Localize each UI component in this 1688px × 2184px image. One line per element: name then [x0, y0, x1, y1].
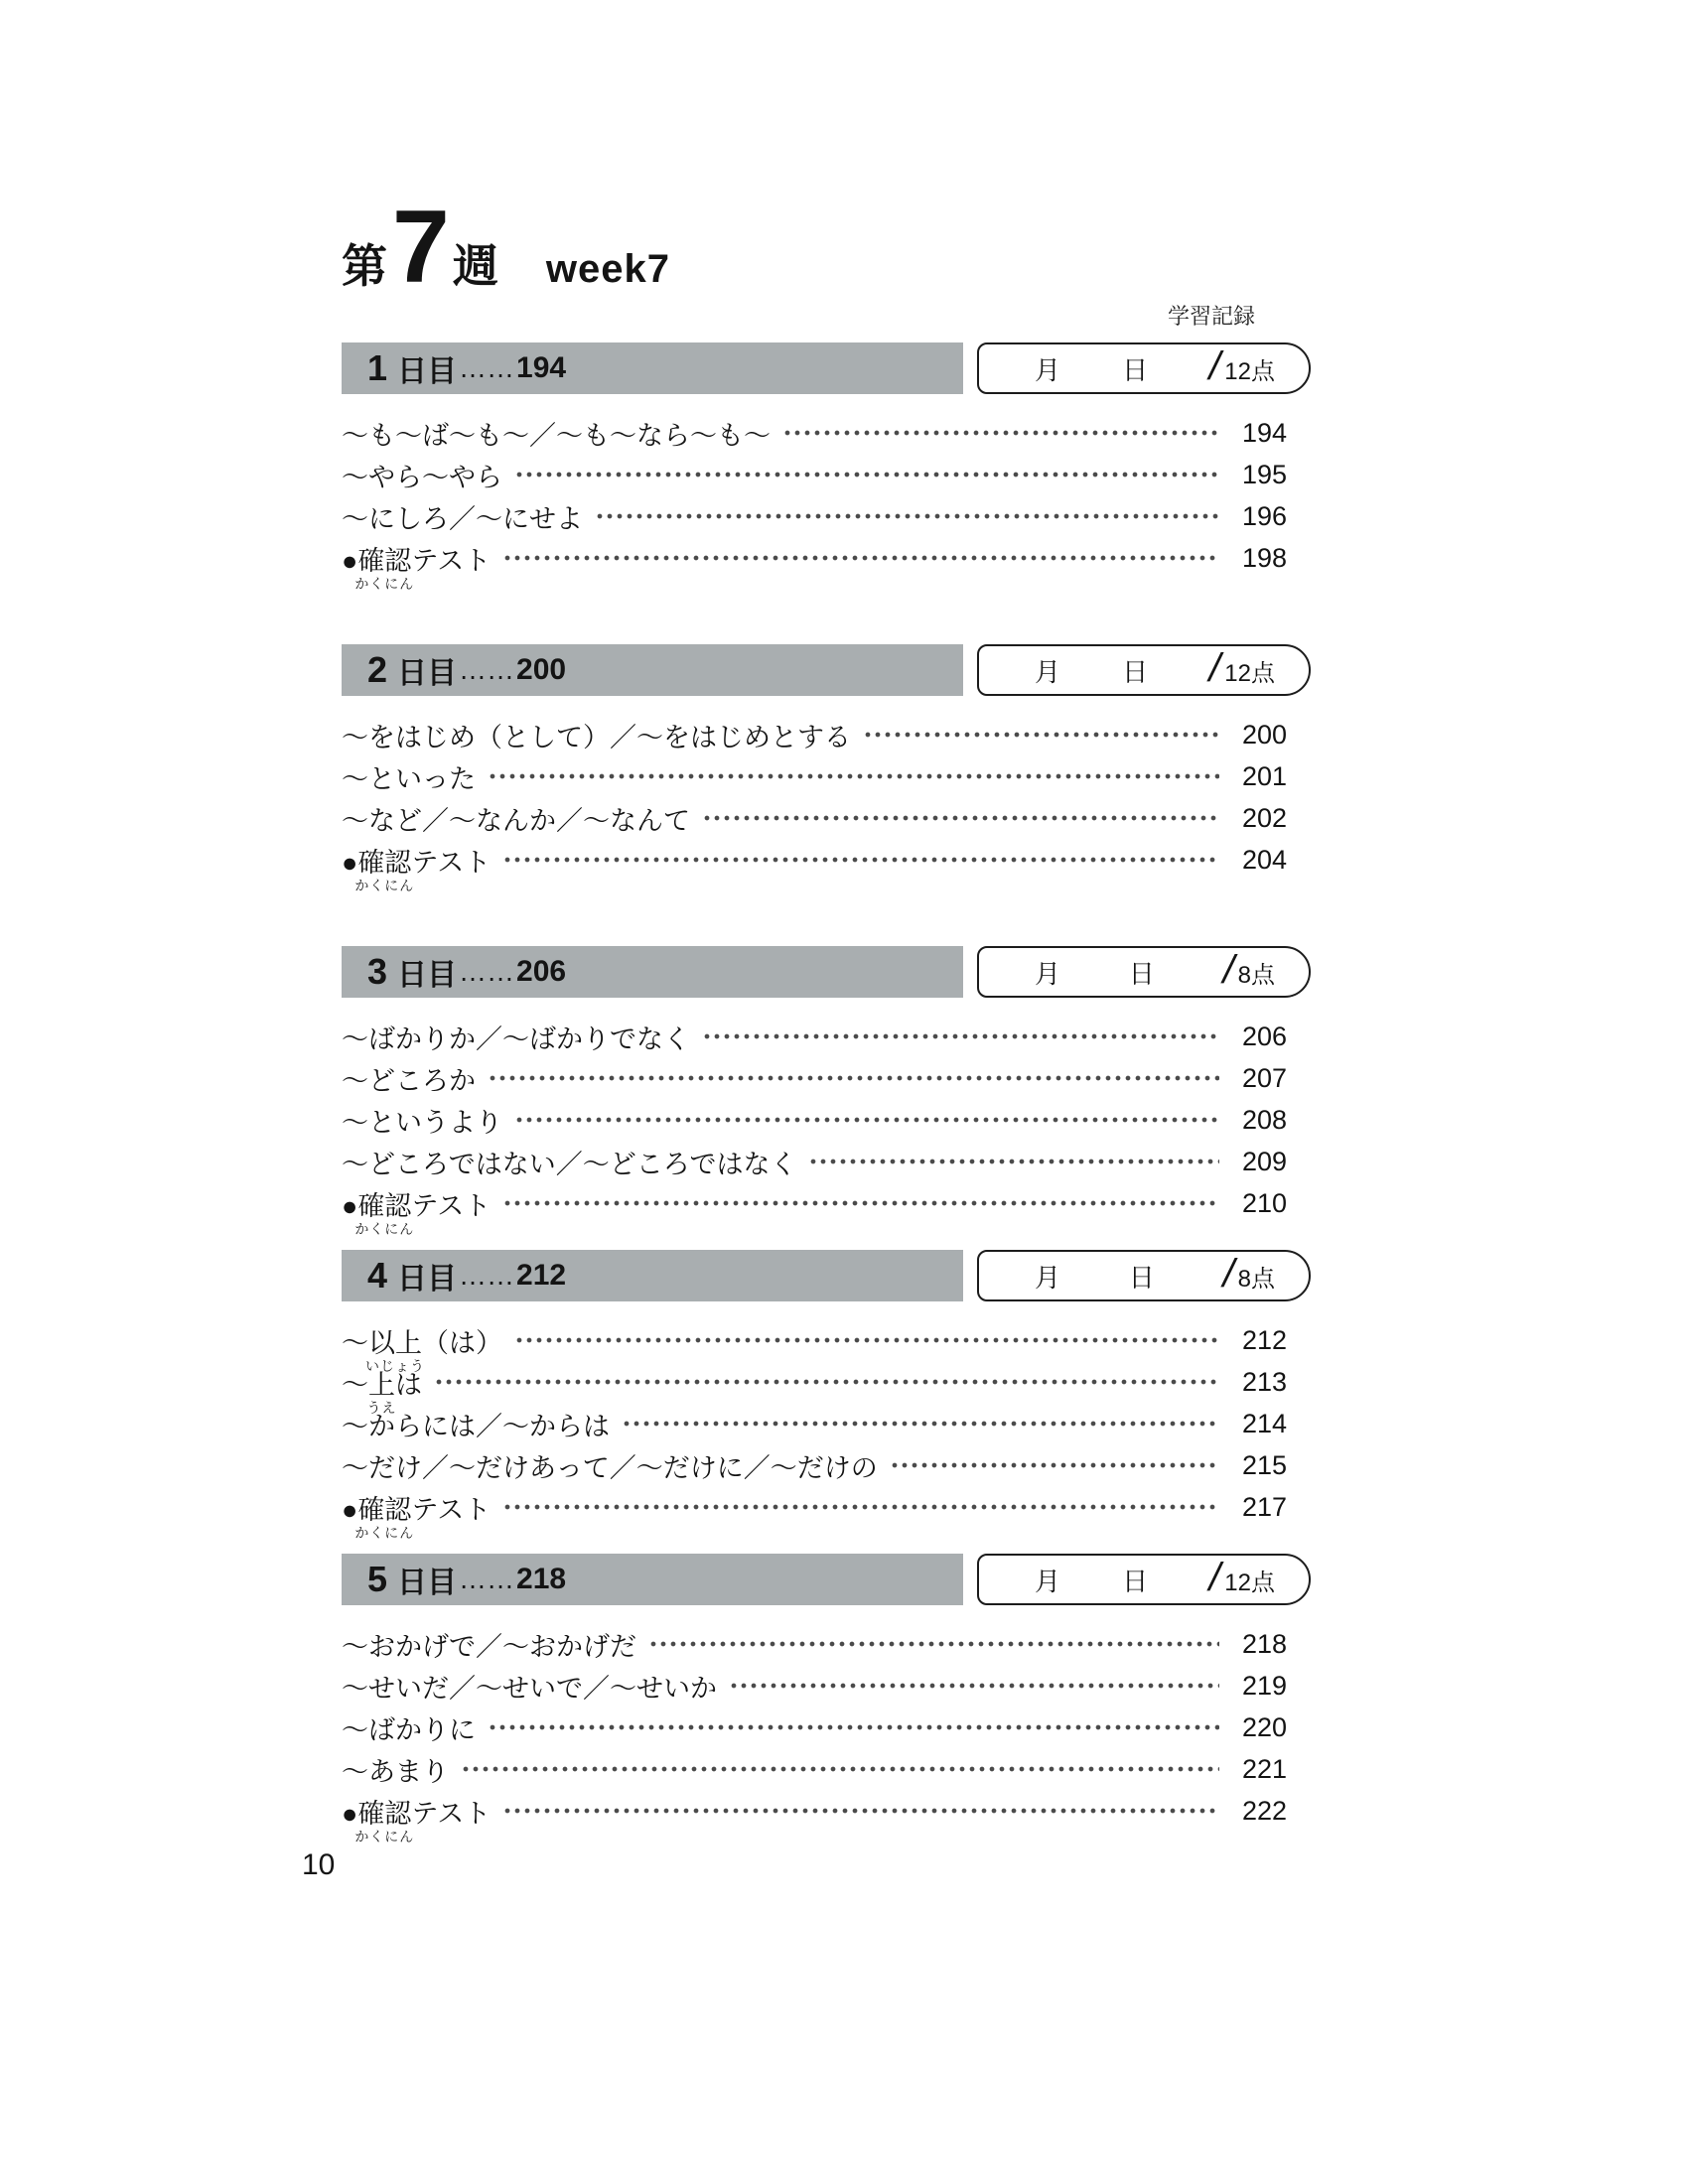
week-heading: [342, 190, 1311, 305]
entry-title: [342, 1667, 717, 1706]
entry-title: [342, 1321, 502, 1374]
furigana: かくにん: [354, 575, 415, 592]
study-record-box: [977, 946, 1311, 998]
entry-text-segment: ●: [342, 1798, 358, 1829]
toc-entry: [342, 1665, 1287, 1706]
entry-text-segment: は: [395, 1369, 422, 1400]
toc-entry: [342, 1361, 1287, 1416]
dot-leader: [514, 1115, 1219, 1125]
study-record-box: [977, 342, 1311, 394]
entry-page-number: 204: [1241, 844, 1287, 875]
entry-page-number: 218: [1241, 1628, 1287, 1659]
record-month-label: 月: [1035, 958, 1061, 989]
record-points-label: 8点: [1237, 961, 1275, 989]
entry-page-number: 222: [1241, 1795, 1287, 1826]
day-label: 日目: [397, 1263, 458, 1296]
day-start-page: 212: [516, 1259, 567, 1292]
toc-entry: [342, 839, 1287, 893]
entry-title: [342, 1059, 476, 1098]
toc-entry: [342, 1444, 1287, 1486]
entry-page-number: 208: [1241, 1104, 1287, 1135]
day-section: [342, 1250, 1311, 1541]
entry-title: [342, 757, 476, 796]
furigana-base: 確認 かくにん: [354, 545, 415, 592]
day-leader-dots: ……: [459, 956, 515, 987]
entry-page-number: 217: [1241, 1491, 1287, 1522]
entry-title: [342, 1750, 449, 1789]
day-section-list: [342, 342, 1311, 1844]
dot-leader: [502, 1502, 1219, 1512]
dot-leader: [502, 1806, 1219, 1816]
day-number: 5: [367, 1559, 388, 1599]
toc-entry: [342, 1748, 1287, 1790]
entry-title: [342, 1488, 492, 1541]
dot-leader: [502, 1198, 1219, 1208]
entry-list: [342, 1016, 1311, 1237]
entry-page-number: 202: [1241, 802, 1287, 833]
toc-entry: [342, 1790, 1287, 1844]
entry-text-segment: テスト: [411, 545, 492, 576]
day-leader-dots: ……: [459, 1260, 515, 1291]
dot-leader: [702, 1031, 1219, 1041]
dot-leader: [434, 1377, 1219, 1387]
week-suffix-kanji: 週: [452, 240, 498, 292]
entry-page-number: 209: [1241, 1146, 1287, 1176]
day-label: 日目: [397, 355, 458, 388]
day-header-row: [342, 644, 1311, 696]
entry-list: [342, 1319, 1311, 1541]
entry-text-segment: テスト: [411, 1798, 492, 1829]
week-number: 7: [392, 190, 448, 305]
dot-leader: [622, 1419, 1219, 1429]
study-record-box: [977, 1250, 1311, 1301]
entry-text-segment: テスト: [411, 847, 492, 878]
day-section: [342, 1554, 1311, 1844]
entry-text-segment: ～など／～なんか／～なんて: [342, 805, 690, 836]
day-header-row: [342, 946, 1311, 998]
day-number: 4: [367, 1255, 388, 1296]
day-header-bar: [342, 644, 963, 696]
dot-leader: [502, 553, 1219, 563]
entry-title: [342, 1018, 690, 1056]
toc-entry: [342, 1486, 1287, 1541]
entry-list: [342, 714, 1311, 893]
day-leader-dots: ……: [459, 654, 515, 685]
entry-text-segment: （は）: [422, 1327, 502, 1358]
day-label: 日目: [397, 959, 458, 992]
toc-entry: [342, 1182, 1287, 1237]
record-points-label: 12点: [1224, 659, 1275, 687]
entry-page-number: 201: [1241, 760, 1287, 791]
furigana-base: 上 うえ: [366, 1369, 397, 1416]
entry-page-number: 207: [1241, 1062, 1287, 1093]
entry-title: [342, 497, 583, 536]
record-score: [1217, 947, 1275, 995]
entry-page-number: 194: [1241, 417, 1287, 448]
day-section: [342, 946, 1311, 1237]
entry-title: [342, 456, 502, 494]
dot-leader: [782, 428, 1219, 438]
day-leader-dots: ……: [459, 1564, 515, 1594]
entry-title: [342, 1446, 878, 1485]
day-header-bar: [342, 946, 963, 998]
entry-title: [342, 841, 492, 893]
record-score: [1204, 645, 1275, 693]
record-points-label: 8点: [1237, 1265, 1275, 1293]
record-score: [1217, 1251, 1275, 1298]
entry-page-number: 196: [1241, 500, 1287, 531]
entry-title: [342, 799, 690, 838]
dot-leader: [488, 1073, 1219, 1083]
entry-text-segment: ～どころか: [342, 1065, 476, 1096]
entry-page-number: 213: [1241, 1366, 1287, 1397]
entry-page-number: 219: [1241, 1670, 1287, 1701]
dot-leader: [808, 1157, 1219, 1166]
entry-text-segment: ～といった: [342, 763, 476, 794]
record-day-label: 日: [1122, 1566, 1149, 1596]
record-slash: /: [1217, 1251, 1239, 1296]
furigana-base: 確認 かくにん: [354, 847, 415, 893]
dot-leader: [514, 1335, 1219, 1345]
day-start-page: 206: [516, 955, 567, 988]
record-points-label: 12点: [1224, 357, 1275, 385]
entry-text-segment: ～おかげで／～おかげだ: [342, 1631, 636, 1662]
record-slash: /: [1204, 343, 1226, 388]
day-start-page: 200: [516, 653, 567, 686]
week-prefix-kanji: 第: [342, 240, 387, 292]
furigana: いじょう: [365, 1357, 425, 1374]
entry-page-number: 206: [1241, 1021, 1287, 1051]
entry-page-number: 212: [1241, 1324, 1287, 1355]
entry-text-segment: ～どころではない／～どころではなく: [342, 1149, 797, 1179]
day-header-row: [342, 1554, 1311, 1605]
entry-text-segment: ～ばかりか／～ばかりでなく: [342, 1024, 690, 1054]
furigana-base: 確認 かくにん: [354, 1190, 415, 1237]
entry-title: [342, 716, 851, 754]
day-label: 日目: [397, 657, 458, 690]
dot-leader: [514, 470, 1219, 479]
entry-title: [342, 1792, 492, 1844]
entry-page-number: 198: [1241, 542, 1287, 573]
entry-text-segment: ●: [342, 545, 358, 576]
dot-leader: [488, 771, 1219, 781]
entry-text-segment: ●: [342, 1190, 358, 1221]
entry-text-segment: ～をはじめ（として）／～をはじめとする: [342, 722, 851, 752]
record-slash: /: [1204, 1555, 1226, 1599]
entry-title: [342, 1184, 492, 1237]
toc-entry: [342, 755, 1287, 797]
entry-text-segment: ～からには／～からは: [342, 1411, 610, 1441]
day-start-page: 194: [516, 351, 567, 384]
dot-leader: [461, 1764, 1219, 1774]
record-day-label: 日: [1122, 354, 1149, 385]
day-header-bar: [342, 342, 963, 394]
dot-leader: [702, 813, 1219, 823]
entry-text-segment: ～ばかりに: [342, 1714, 476, 1745]
dot-leader: [648, 1639, 1219, 1649]
day-section: [342, 342, 1311, 592]
entry-text-segment: ●: [342, 1494, 358, 1525]
entry-text-segment: ～あまり: [342, 1756, 449, 1787]
day-number: 3: [367, 951, 388, 992]
record-month-label: 月: [1035, 354, 1061, 385]
entry-page-number: 195: [1241, 459, 1287, 489]
entry-text-segment: ～も～ば～も～／～も～なら～も～: [342, 420, 771, 451]
furigana-base: 確認 かくにん: [354, 1798, 415, 1844]
toc-entry: [342, 714, 1287, 755]
dot-leader: [729, 1681, 1219, 1691]
day-number: 1: [367, 347, 388, 388]
day-header-row: [342, 342, 1311, 394]
dot-leader: [890, 1460, 1219, 1470]
entry-title: [342, 1101, 502, 1140]
furigana: かくにん: [354, 877, 415, 893]
dot-leader: [488, 1722, 1219, 1732]
entry-text-segment: テスト: [411, 1190, 492, 1221]
record-day-label: 日: [1128, 1262, 1155, 1293]
entry-text-segment: テスト: [411, 1494, 492, 1525]
toc-entry: [342, 1623, 1287, 1665]
entry-page-number: 220: [1241, 1711, 1287, 1742]
record-day-label: 日: [1122, 656, 1149, 687]
day-label: 日目: [397, 1567, 458, 1599]
entry-title: [342, 539, 492, 592]
record-day-label: 日: [1128, 958, 1155, 989]
dot-leader: [502, 855, 1219, 865]
entry-text-segment: ～にしろ／～にせよ: [342, 503, 583, 534]
toc-entry: [342, 1099, 1287, 1141]
record-month-label: 月: [1035, 656, 1061, 687]
record-slash: /: [1204, 645, 1226, 690]
day-start-page: 218: [516, 1563, 567, 1595]
toc-entry: [342, 1706, 1287, 1748]
day-leader-dots: ……: [459, 352, 515, 383]
entry-title: [342, 1708, 476, 1747]
entry-page-number: 221: [1241, 1753, 1287, 1784]
entry-text-segment: ●: [342, 847, 358, 878]
record-month-label: 月: [1035, 1262, 1061, 1293]
toc-entry: [342, 1141, 1287, 1182]
toc-entry: [342, 1403, 1287, 1444]
entry-page-number: 210: [1241, 1187, 1287, 1218]
study-record-box: [977, 644, 1311, 696]
toc-entry: [342, 1319, 1287, 1374]
toc-entry: [342, 495, 1287, 537]
entry-title: [342, 1625, 636, 1664]
toc-entry: [342, 454, 1287, 495]
day-header-bar: [342, 1554, 963, 1605]
entry-list: [342, 1623, 1311, 1844]
entry-page-number: 214: [1241, 1408, 1287, 1438]
study-record-box: [977, 1554, 1311, 1605]
toc-entry: [342, 412, 1287, 454]
record-points-label: 12点: [1224, 1569, 1275, 1596]
week-label: week7: [545, 247, 670, 291]
furigana: かくにん: [354, 1828, 415, 1844]
page-number: 10: [302, 1848, 336, 1881]
record-slash: /: [1217, 947, 1239, 992]
toc-entry: [342, 1016, 1287, 1057]
dot-leader: [863, 730, 1219, 740]
entry-list: [342, 412, 1311, 592]
furigana: かくにん: [354, 1220, 415, 1237]
toc-content: [342, 0, 1311, 1844]
dot-leader: [595, 511, 1219, 521]
entry-title: [342, 414, 771, 453]
day-number: 2: [367, 649, 388, 690]
entry-text-segment: ～というより: [342, 1107, 502, 1138]
entry-text-segment: ～: [342, 1369, 368, 1400]
entry-text-segment: ～: [342, 1327, 368, 1358]
entry-title: [342, 1143, 796, 1181]
record-month-label: 月: [1035, 1566, 1061, 1596]
toc-entry: [342, 1057, 1287, 1099]
toc-entry: [342, 797, 1287, 839]
entry-page-number: 200: [1241, 719, 1287, 750]
record-score: [1204, 343, 1275, 391]
day-header-row: [342, 1250, 1311, 1301]
furigana: うえ: [366, 1399, 397, 1416]
entry-text-segment: ～やら～やら: [342, 462, 502, 492]
day-section: [342, 644, 1311, 893]
entry-text-segment: ～せいだ／～せいで／～せいか: [342, 1673, 717, 1704]
furigana: かくにん: [354, 1524, 415, 1541]
entry-page-number: 215: [1241, 1449, 1287, 1480]
entry-text-segment: ～だけ／～だけあって／～だけに／～だけの: [342, 1452, 878, 1483]
study-record-label: 学習記録: [1167, 304, 1255, 329]
toc-entry: [342, 537, 1287, 592]
record-score: [1204, 1555, 1275, 1602]
day-header-bar: [342, 1250, 963, 1301]
furigana-base: 以上 いじょう: [365, 1327, 425, 1374]
furigana-base: 確認 かくにん: [354, 1494, 415, 1541]
